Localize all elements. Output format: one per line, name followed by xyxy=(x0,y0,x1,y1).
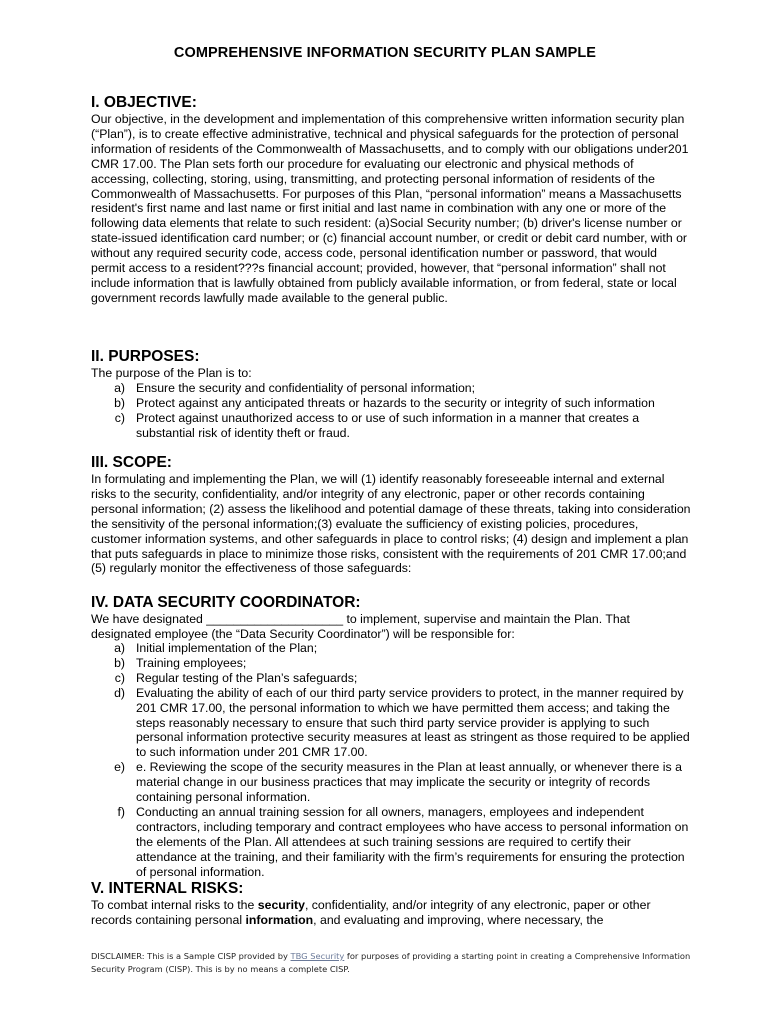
disclaimer-text-2: for purposes of providing a starting point in creating a Comprehensive Information Security Program (CISP). This is by no means a complete CISP. xyxy=(91,951,691,974)
list-item-text: e. Reviewing the scope of the security measures in the Plan at least annually, or whenever there is a material change in our business practices that may implicate the security or integrity of records containing personal information. xyxy=(136,760,682,805)
internal-risks-bold-security: security xyxy=(257,898,305,912)
list-item xyxy=(91,641,691,656)
list-marker: a) xyxy=(114,641,125,655)
internal-risks-heading: V. INTERNAL RISKS: xyxy=(91,880,244,897)
list-item-text: Regular testing of the Plan’s safeguards; xyxy=(136,670,358,685)
coordinator-intro: We have designated ____________________ to implement, supervise and maintain the Plan. That designated employee (the “Data Security Coordinator”) will be responsible for: xyxy=(91,612,630,641)
coordinator-heading: IV. DATA SECURITY COORDINATOR: xyxy=(91,594,361,611)
purposes-intro: The purpose of the Plan is to: xyxy=(91,366,252,380)
list-item-text: Ensure the security and confidentiality of personal information; xyxy=(136,381,476,395)
list-item-text: Initial implementation of the Plan; xyxy=(136,641,318,655)
list-item-text: Protect against unauthorized access to or use of such information in a manner that creates a substantial risk of identity theft or fraud. xyxy=(136,410,640,440)
list-marker: c) xyxy=(114,410,125,425)
list-item xyxy=(91,805,691,880)
list-marker: a) xyxy=(114,381,125,395)
purposes-heading: II. PURPOSES: xyxy=(91,348,200,365)
objective-text xyxy=(91,112,691,306)
internal-risks-text-3: , and evaluating and improving, where necessary, the xyxy=(313,912,604,927)
coordinator-list xyxy=(91,641,691,880)
list-marker: f) xyxy=(117,804,125,819)
list-item xyxy=(91,671,691,686)
internal-risks-text-1: To combat internal risks to the xyxy=(91,898,258,912)
list-item xyxy=(91,396,691,411)
internal-risks-bold-information: information xyxy=(245,912,314,927)
objective-paragraph: Our objective, in the development and implementation of this comprehensive written information security plan (“Plan”), is to create effective administrative, technical and physical safeguards for the protection of personal information of residents of the Commonwealth of Massachusetts, and to comply with our obligations under201 CMR 17.00. The Plan sets forth our procedure for evaluating our electronic and physical methods of accessing, collecting, storing, using, transmitting, and protecting personal information of residents of the Commonwealth of Massachusetts. For purposes of this Plan, “personal information” means a Massachusetts resident's first name and last name or first initial and last name in combination with any one or more of the following data elements that relate to such resident: (a)Social Security number; (b) driver's license number or state-issued identification card number; or (c) financial account number, or credit or debit card number, with or without any required security code, access code, personal identification number or password, that would permit access to a resident???s financial account; provided, however, that “personal information” shall not include information that is lawfully obtained from publicly available information, or from federal, state or local government records lawfully made available to the general public. xyxy=(91,112,689,305)
list-item-text: Evaluating the ability of each of our third party service providers to protect, in the manner required by 201 CMR 17.00, the personal information to which we have permitted them access; and taking the steps reasonably necessary to ensure that such third party service provider is applying to such personal information protective security measures at least as stringent as those required to be applied to such information under 201 CMR 17.00. xyxy=(136,685,690,760)
list-item-text: Training employees; xyxy=(136,655,247,670)
tbg-security-link[interactable]: TBG Security xyxy=(290,951,345,961)
list-item xyxy=(91,686,691,761)
scope-paragraph: In formulating and implementing the Plan, we will (1) identify reasonably foreseeable internal and external risks to the security, confidentiality, and/or integrity of any electronic, paper or other records containing personal information; (2) assess the likelihood and potential damage of these threats, taking into consideration the sensitivity of the personal information;(3) evaluate the sufficiency of existing policies, procedures, customer information systems, and other safeguards in place to control risks; (4) design and implement a plan that puts safeguards in place to minimize those risks, consistent with the requirements of 201 CMR 17.00;and (5) regularly monitor the effectiveness of those safeguards: xyxy=(91,472,691,576)
disclaimer xyxy=(91,950,691,976)
list-item-text: Protect against any anticipated threats or hazards to the security or integrity of such information xyxy=(136,395,655,410)
objective-heading: I. OBJECTIVE: xyxy=(91,94,197,111)
internal-risks-text-2: , confidentiality, and/or integrity of any electronic, paper or other records containing personal xyxy=(91,898,651,927)
list-item xyxy=(91,381,691,396)
purposes-list xyxy=(91,381,691,441)
scope-text xyxy=(91,472,691,576)
internal-risks-paragraph xyxy=(91,898,691,928)
list-marker: c) xyxy=(114,670,125,685)
document-title: COMPREHENSIVE INFORMATION SECURITY PLAN SAMPLE xyxy=(173,45,597,61)
list-marker: d) xyxy=(114,685,125,700)
disclaimer-text-1: DISCLAIMER: This is a Sample CISP provided by xyxy=(91,951,291,961)
internal-risks-text xyxy=(91,898,691,928)
list-marker: e) xyxy=(114,760,125,775)
list-item xyxy=(91,656,691,671)
list-item xyxy=(91,760,691,805)
list-marker: b) xyxy=(114,655,125,670)
list-marker: b) xyxy=(114,395,125,410)
scope-heading: III. SCOPE: xyxy=(91,454,172,471)
list-item-text: Conducting an annual training session for all owners, managers, employees and independent contractors, including temporary and contract employees who have access to personal information on the elements of the Plan. All attendees at such training sessions are required to certify their attendance at the training, and their familiarity with the firm’s requirements for ensuring the protection of personal information. xyxy=(136,804,689,879)
list-item xyxy=(91,411,691,441)
